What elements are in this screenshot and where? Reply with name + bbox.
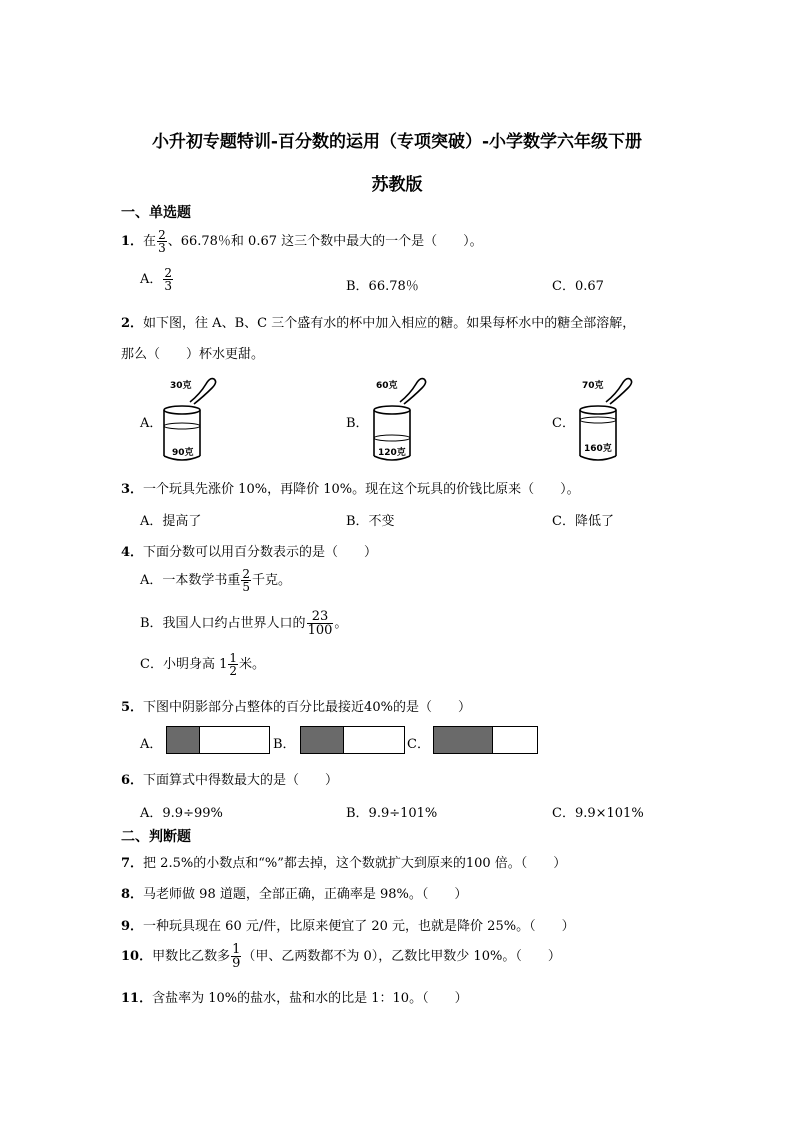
water-amount-c: 160克	[584, 444, 612, 454]
question-3	[121, 478, 580, 497]
denominator: 3	[158, 241, 166, 255]
question-7	[121, 852, 566, 871]
question-number: 2．	[121, 316, 144, 331]
q6-option-b[interactable]: B．9.9÷101%	[346, 806, 438, 821]
q1-option-b[interactable]: B．66.78％	[346, 279, 419, 294]
question-text: 下图中阴影部分占整体的百分比最接近40%的是（ ）	[143, 700, 471, 715]
question-5	[121, 696, 471, 715]
question-number: 7．	[121, 856, 144, 871]
sugar-amount-c: 70克	[582, 381, 604, 391]
q2-option-a[interactable]: A．	[140, 416, 163, 431]
fraction	[241, 568, 251, 593]
q4-option-c[interactable]	[140, 652, 265, 677]
fraction	[157, 229, 167, 254]
question-1	[121, 229, 483, 254]
question-6	[121, 769, 338, 788]
q6-option-a[interactable]: A．9.9÷99%	[140, 806, 223, 821]
question-text-pre: 甲数比乙数多	[152, 949, 231, 964]
question-number: 1．	[121, 234, 144, 249]
option-text-pre: C．小明身高 1	[140, 657, 228, 672]
fraction	[231, 943, 241, 970]
glass-c-figure	[576, 372, 638, 464]
water-amount-a: 90克	[172, 448, 194, 458]
denominator: 9	[232, 956, 241, 971]
q1-option-c[interactable]: C．0.67	[552, 279, 604, 294]
question-text: 下面分数可以用百分数表示的是（ ）	[143, 545, 378, 560]
question-number: 6．	[121, 773, 144, 788]
question-number: 3．	[121, 482, 144, 497]
q3-option-a[interactable]: A．提高了	[140, 514, 202, 529]
question-text: 含盐率为 10%的盐水，盐和水的比是 1：10。（ ）	[152, 991, 468, 1006]
question-text: 下面算式中得数最大的是（ ）	[143, 773, 339, 788]
numerator: 2	[164, 266, 173, 280]
question-text-post: （甲、乙两数都不为 0），乙数比甲数少 10%。（ ）	[242, 949, 561, 964]
q2-option-b[interactable]: B．	[346, 416, 369, 431]
question-number: 10．	[121, 949, 153, 964]
shaded-part-c	[434, 727, 493, 753]
question-text: 一种玩具现在 60 元/件，比原来便宜了 20 元，也就是降价 25%。（ ）	[143, 919, 575, 934]
q3-option-c[interactable]: C．降低了	[552, 514, 614, 529]
option-text-pre: A．一本数学书重	[140, 573, 241, 588]
section-heading-single-choice: 一、单选题	[121, 205, 191, 221]
q2-option-c[interactable]: C．	[552, 416, 575, 431]
option-text-post: 米。	[239, 657, 266, 672]
fraction	[163, 267, 173, 292]
page-title: 小升初专题特训-百分数的运用（专项突破）-小学数学六年级下册	[151, 132, 643, 152]
q5-option-a[interactable]: A．	[140, 737, 163, 752]
glass-b-figure	[370, 372, 432, 464]
fraction	[228, 652, 238, 677]
q4-option-b[interactable]	[140, 610, 347, 637]
numerator: 1	[232, 942, 241, 957]
question-2-line-1	[121, 312, 635, 331]
question-text-pre: 在	[143, 234, 157, 249]
sugar-amount-a: 30克	[170, 381, 192, 391]
numerator: 1	[229, 651, 237, 665]
question-9	[121, 915, 575, 934]
question-text-post: 、66.78％和 0.67 这三个数中最大的一个是（ ）。	[167, 234, 483, 249]
question-text: 一个玩具先涨价 10%，再降价 10%。现在这个玩具的价钱比原来（ ）。	[143, 482, 580, 497]
numerator: 2	[158, 228, 166, 242]
question-number: 11．	[121, 991, 153, 1006]
q5-option-c[interactable]: C．	[407, 737, 430, 752]
q3-option-b[interactable]: B．不变	[346, 514, 395, 529]
option-label: A．	[140, 272, 163, 287]
question-8	[121, 883, 467, 902]
shaded-part-a	[167, 727, 200, 753]
option-text-post: 。	[334, 616, 348, 631]
denominator: 100	[307, 623, 333, 638]
q5-bar-b	[300, 726, 405, 754]
question-text: 马老师做 98 道题，全部正确，正确率是 98%。（ ）	[143, 887, 468, 902]
numerator: 2	[242, 567, 251, 581]
sugar-amount-b: 60克	[376, 381, 398, 391]
question-11	[121, 987, 468, 1006]
q5-bar-c	[433, 726, 538, 754]
fraction	[307, 610, 334, 637]
q4-option-a[interactable]	[140, 568, 291, 593]
denominator: 5	[242, 580, 251, 594]
question-text: 如下图，往 A、B、C 三个盛有水的杯中加入相应的糖。如果每杯水中的糖全部溶解，	[143, 316, 636, 331]
q5-bar-a	[166, 726, 270, 754]
page-subtitle: 苏教版	[371, 175, 423, 195]
option-text-post: 千克。	[252, 573, 292, 588]
question-text: 把 2.5%的小数点和“%”都去掉，这个数就扩大到原来的100 倍。（ ）	[143, 856, 567, 871]
glass-a-figure	[160, 372, 222, 464]
q6-option-c[interactable]: C．9.9×101%	[552, 806, 644, 821]
denominator: 2	[229, 664, 237, 678]
question-number: 9．	[121, 919, 144, 934]
question-2-line-2: 那么（ ）杯水更甜。	[121, 347, 265, 362]
q1-option-a[interactable]	[140, 267, 174, 292]
denominator: 3	[164, 279, 173, 293]
question-number: 4．	[121, 545, 144, 560]
question-number: 8．	[121, 887, 144, 902]
numerator: 23	[311, 609, 329, 624]
water-amount-b: 120克	[378, 448, 406, 458]
option-text-pre: B．我国人口约占世界人口的	[140, 616, 306, 631]
question-10	[121, 943, 561, 970]
question-number: 5．	[121, 700, 144, 715]
section-heading-true-false: 二、判断题	[121, 829, 191, 845]
question-4	[121, 541, 377, 560]
shaded-part-b	[301, 727, 344, 753]
q5-option-b[interactable]: B．	[273, 737, 296, 752]
